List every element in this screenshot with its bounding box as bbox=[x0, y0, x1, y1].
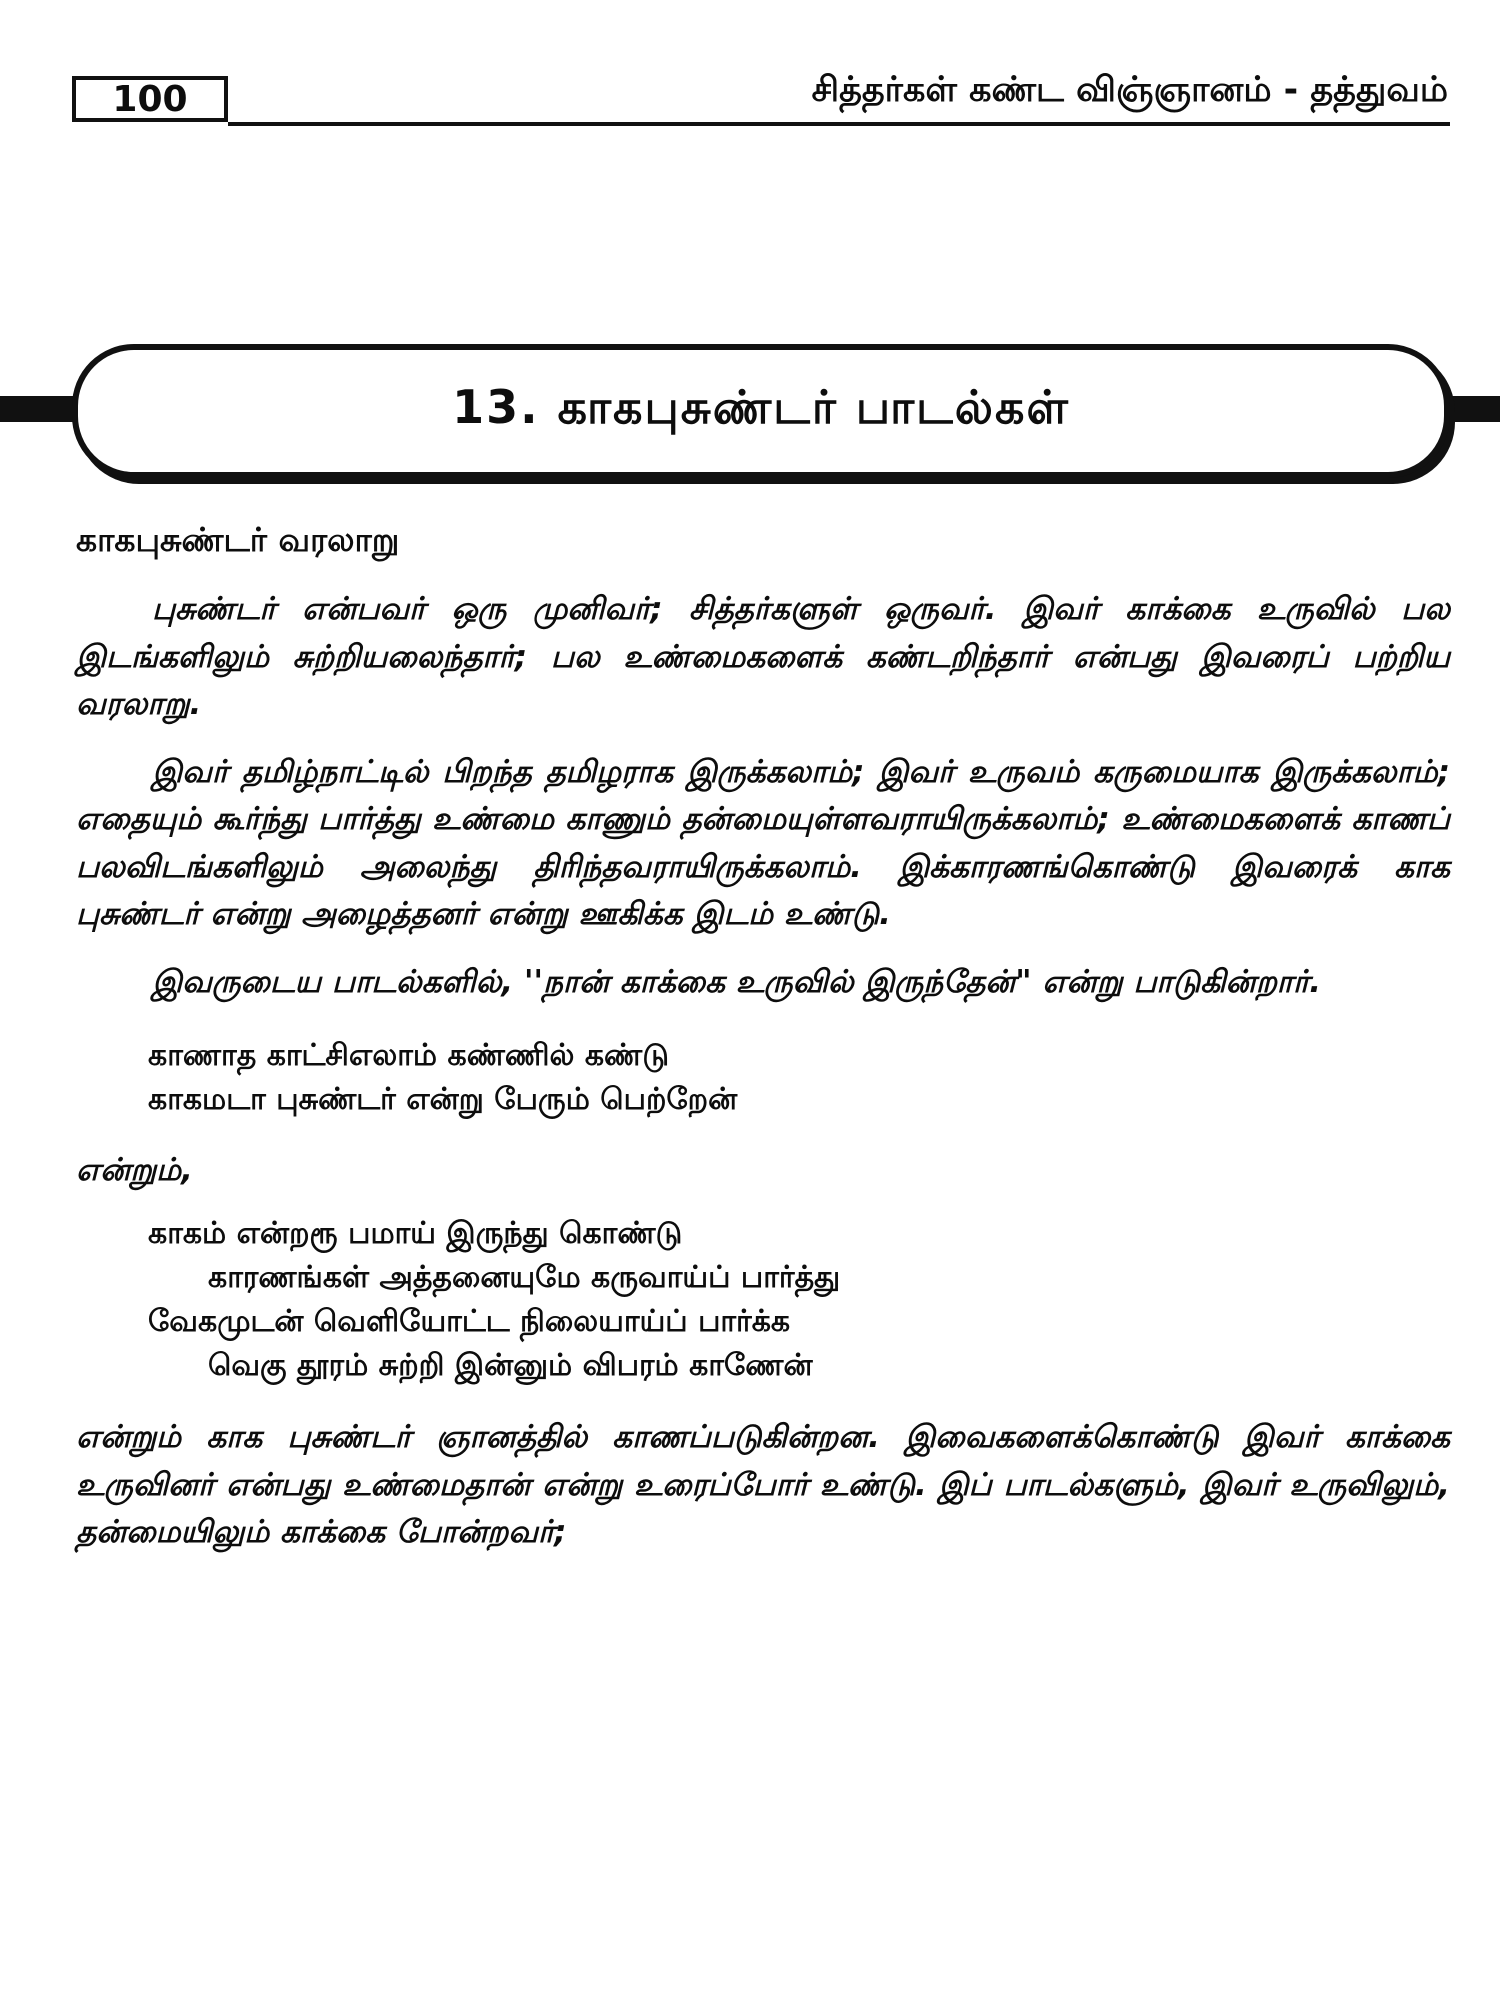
banner-left-bar bbox=[0, 396, 80, 422]
verse-line: வெகு தூரம் சுற்றி இன்னும் விபரம் காணேன் bbox=[208, 1348, 813, 1383]
verse-line: காணாத காட்சிஎலாம் கண்ணில் கண்டு bbox=[148, 1038, 669, 1073]
verse-line: காகம் என்றரூ பமாய் இருந்து கொண்டு bbox=[148, 1216, 683, 1251]
paragraph-2: இவர் தமிழ்நாட்டில் பிறந்த தமிழராக இருக்கலாம்; இவர் உருவம் கருமையாக இருக்கலாம்; எதையும் கூர்ந்து பார்த்து உண்மை காணும் தன்மையுள்ளவராயிருக்கலாம்; உண்மைகளைக் காணப் பலவிடங்களிலும் அலைந்து திரிந்தவராயிருக்கலாம். இக்காரணங்கொண்டு இவரைக் காக புசுண்டர் என்று அழைத்தனர் என்று ஊகிக்க இடம் உண்டு. bbox=[76, 753, 1450, 932]
verse-1 bbox=[148, 1034, 1450, 1122]
page-header bbox=[72, 72, 1450, 126]
chapter-banner bbox=[72, 344, 1450, 478]
verse-line: காகமடா புசுண்டர் என்று பேரும் பெற்றேன் bbox=[148, 1082, 738, 1117]
chapter-title: 13. காகபுசுண்டர் பாடல்கள் bbox=[452, 380, 1070, 434]
page-number: 100 bbox=[72, 76, 228, 122]
paragraph-3: இவருடைய பாடல்களில், ''நான் காக்கை உருவில் இருந்தேன்" என்று பாடுகின்றார். bbox=[152, 963, 1321, 1000]
section-heading: காகபுசுண்டர் வரலாறு bbox=[76, 520, 400, 559]
paragraph-1: புசுண்டர் என்பவர் ஒரு முனிவர்; சித்தர்களுள் ஒருவர். இவர் காக்கை உருவில் பல இடங்களிலும் சுற்றியலைந்தார்; பல உண்மைகளைக் கண்டறிந்தார் என்பது இவரைப் பற்றிய வரலாறு. bbox=[76, 591, 1450, 722]
closing-paragraph: என்றும் காக புசுண்டர் ஞானத்தில் காணப்படுகின்றன. இவைகளைக்கொண்டு இவர் காக்கை உருவினர் என்பது உண்மைதான் என்று உரைப்போர் உண்டு. இப் பாடல்களும், இவர் உருவிலும், தன்மையிலும் காக்கை போன்றவர்; bbox=[76, 1419, 1450, 1550]
page-content bbox=[76, 520, 1450, 1577]
verse-line: காரணங்கள் அத்தனையுமே கருவாய்ப் பார்த்து bbox=[208, 1260, 841, 1295]
verse-2 bbox=[148, 1212, 1450, 1388]
header-rule bbox=[228, 122, 1450, 126]
verse-line: வேகமுடன் வெளியோட்ட நிலையாய்ப் பார்க்க bbox=[148, 1304, 791, 1339]
running-title: சித்தர்கள் கண்ட விஞ்ஞானம் - தத்துவம் bbox=[811, 70, 1448, 110]
connector-text: என்றும், bbox=[76, 1152, 193, 1188]
